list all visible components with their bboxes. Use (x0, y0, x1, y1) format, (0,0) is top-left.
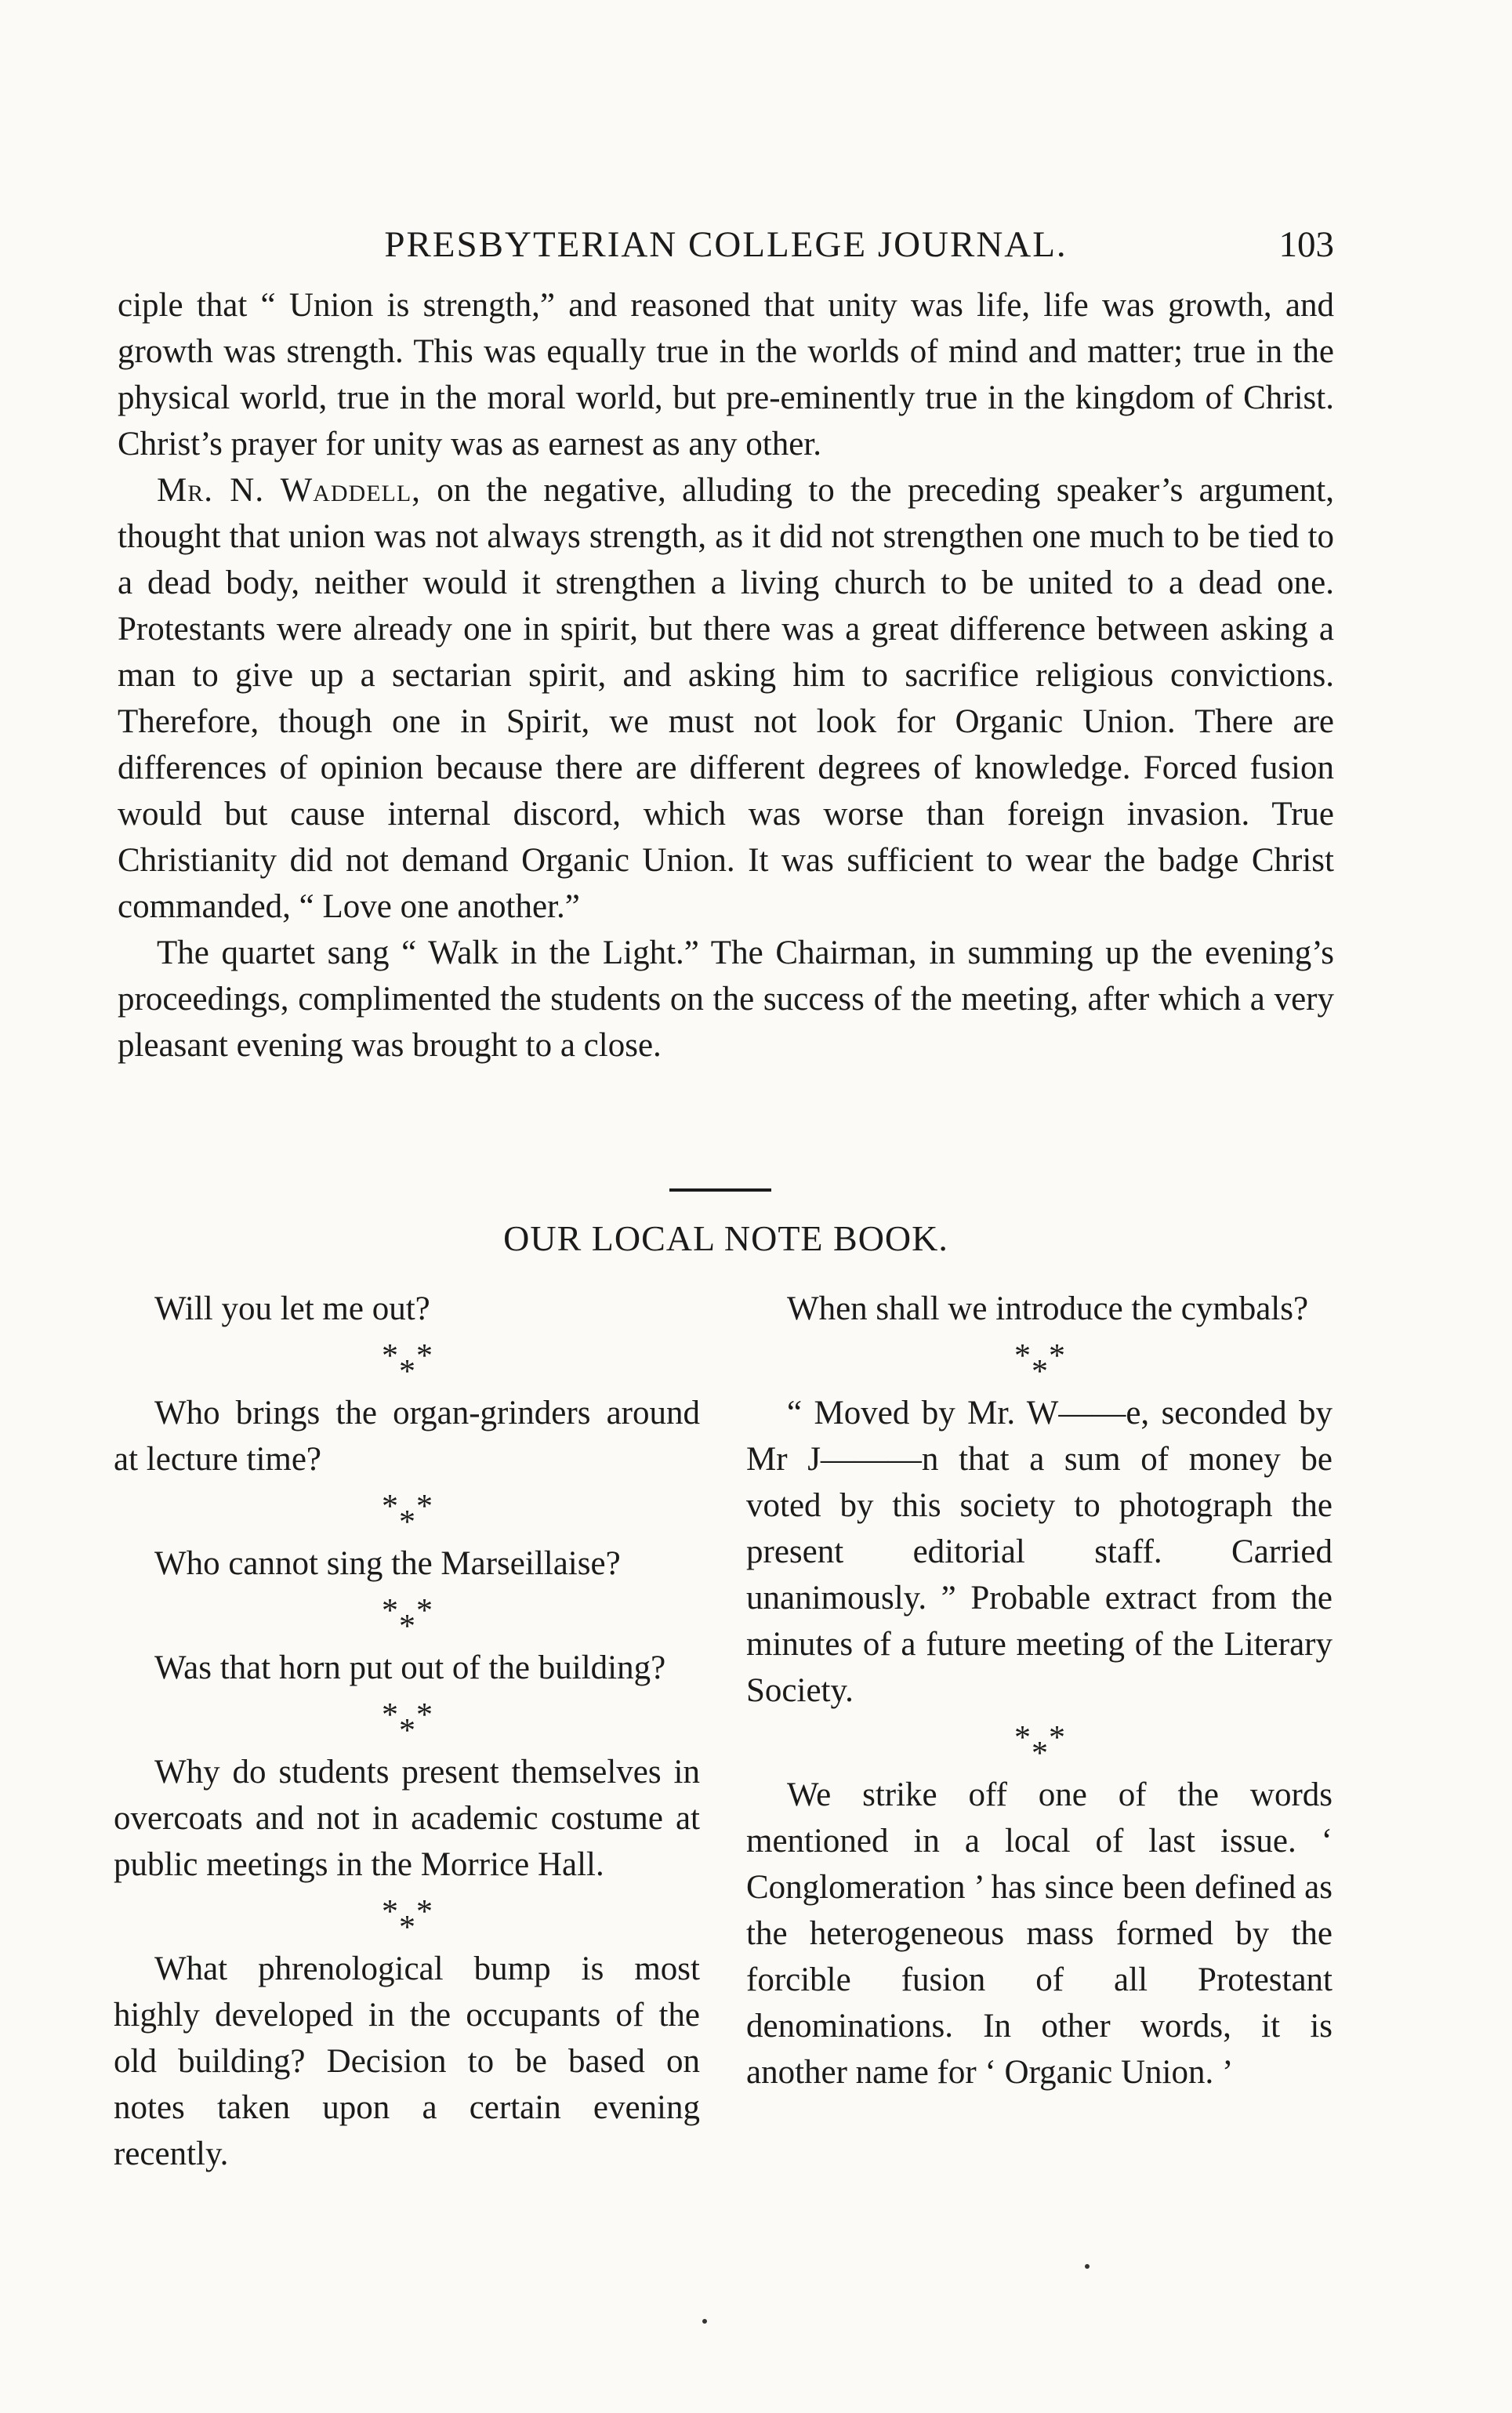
paragraph: The quartet sang “ Walk in the Light.” The Chairman, in summing up the evening’s proceedings, complimented the students on the success of the meeting, after which a very pleasant evening was brought to a close. (118, 934, 1334, 1064)
asterism-divider: * * * (382, 1338, 433, 1390)
section-divider (669, 1188, 771, 1192)
page-header (118, 213, 1334, 276)
note-item: Was that horn put out of the building? (154, 1649, 666, 1686)
paragraph-text: on the negative, alluding to the preceding speaker’s argument, thought that union was not always strength, as it did not strengthen one much to be tied to a dead body, neither would it strengthen a living church to be united to a dead one. Protestants were already one in spirit, but there was a great difference between asking a man to give up a sectarian spirit, and asking him to sacrifice religious convictions. Therefore, though one in Spirit, we must not look for Organic Union. There are differences of opinion because there are different degrees of knowledge. Forced fusion would but cause internal discord, which was worse than foreign invasion. True Christianity did not demand Organic Union. It was sufficient to wear the badge Christ commanded, “ Love one another.” (118, 472, 1334, 925)
asterism-divider: * * * (382, 1697, 433, 1749)
running-title: PRESBYTERIAN COLLEGE JOURNAL. (384, 224, 1068, 265)
note-item: Who brings the organ-grinders around at lecture time? (114, 1395, 700, 1478)
speaker-name: Mr. N. Waddell, (157, 472, 421, 509)
asterism-divider: * * * (1014, 1338, 1065, 1390)
paragraph: ciple that “ Union is strength,” and reasoned that unity was life, life was growth, and growth was strength. This was equally true in the worlds of mind and matter; true in the physical world, true in the moral world, but pre-eminently true in the kingdom of Christ. Christ’s prayer for unity was as earnest as any other. (118, 287, 1334, 463)
paragraph (118, 467, 1334, 930)
note-item: What phrenological bump is most highly developed in the occupants of the old building? Decision to be based on notes taken upon a certain evening recently. (114, 1950, 700, 2172)
note-item: Why do students present themselves in overcoats and not in academic costume at public meetings in the Morrice Hall. (114, 1754, 700, 1883)
note-item: “ Moved by Mr. W——e, seconded by Mr J———n that a sum of money be voted by this society to photograph the present editorial staff. Carried unanimously. ” Probable extract from the minutes of a future meeting of the Literary Society. (746, 1395, 1333, 1709)
asterism-divider: * * * (382, 1894, 433, 1946)
asterism-divider: * * * (382, 1489, 433, 1540)
ink-speck (702, 2319, 707, 2324)
page-number: 103 (1278, 224, 1334, 265)
left-column (114, 1286, 700, 2177)
note-item: We strike off one of the words mentioned in a local of last issue. ‘ Conglomeration ’ has since been defined as the heterogeneous mass formed by the forcible fusion of all Protestant denominations. In other words, it is another name for ‘ Organic Union. ’ (746, 1776, 1333, 2091)
article-continuation (118, 282, 1334, 1069)
section-title: OUR LOCAL NOTE BOOK. (503, 1218, 948, 1258)
ink-speck (1085, 2264, 1090, 2269)
right-column (746, 1286, 1333, 2096)
note-item: Who cannot sing the Marseillaise? (154, 1545, 621, 1582)
note-item: Will you let me out? (154, 1290, 430, 1327)
note-item: When shall we introduce the cymbals? (787, 1290, 1309, 1327)
asterism-divider: * * * (1014, 1720, 1065, 1772)
asterism-divider: * * * (382, 1593, 433, 1645)
